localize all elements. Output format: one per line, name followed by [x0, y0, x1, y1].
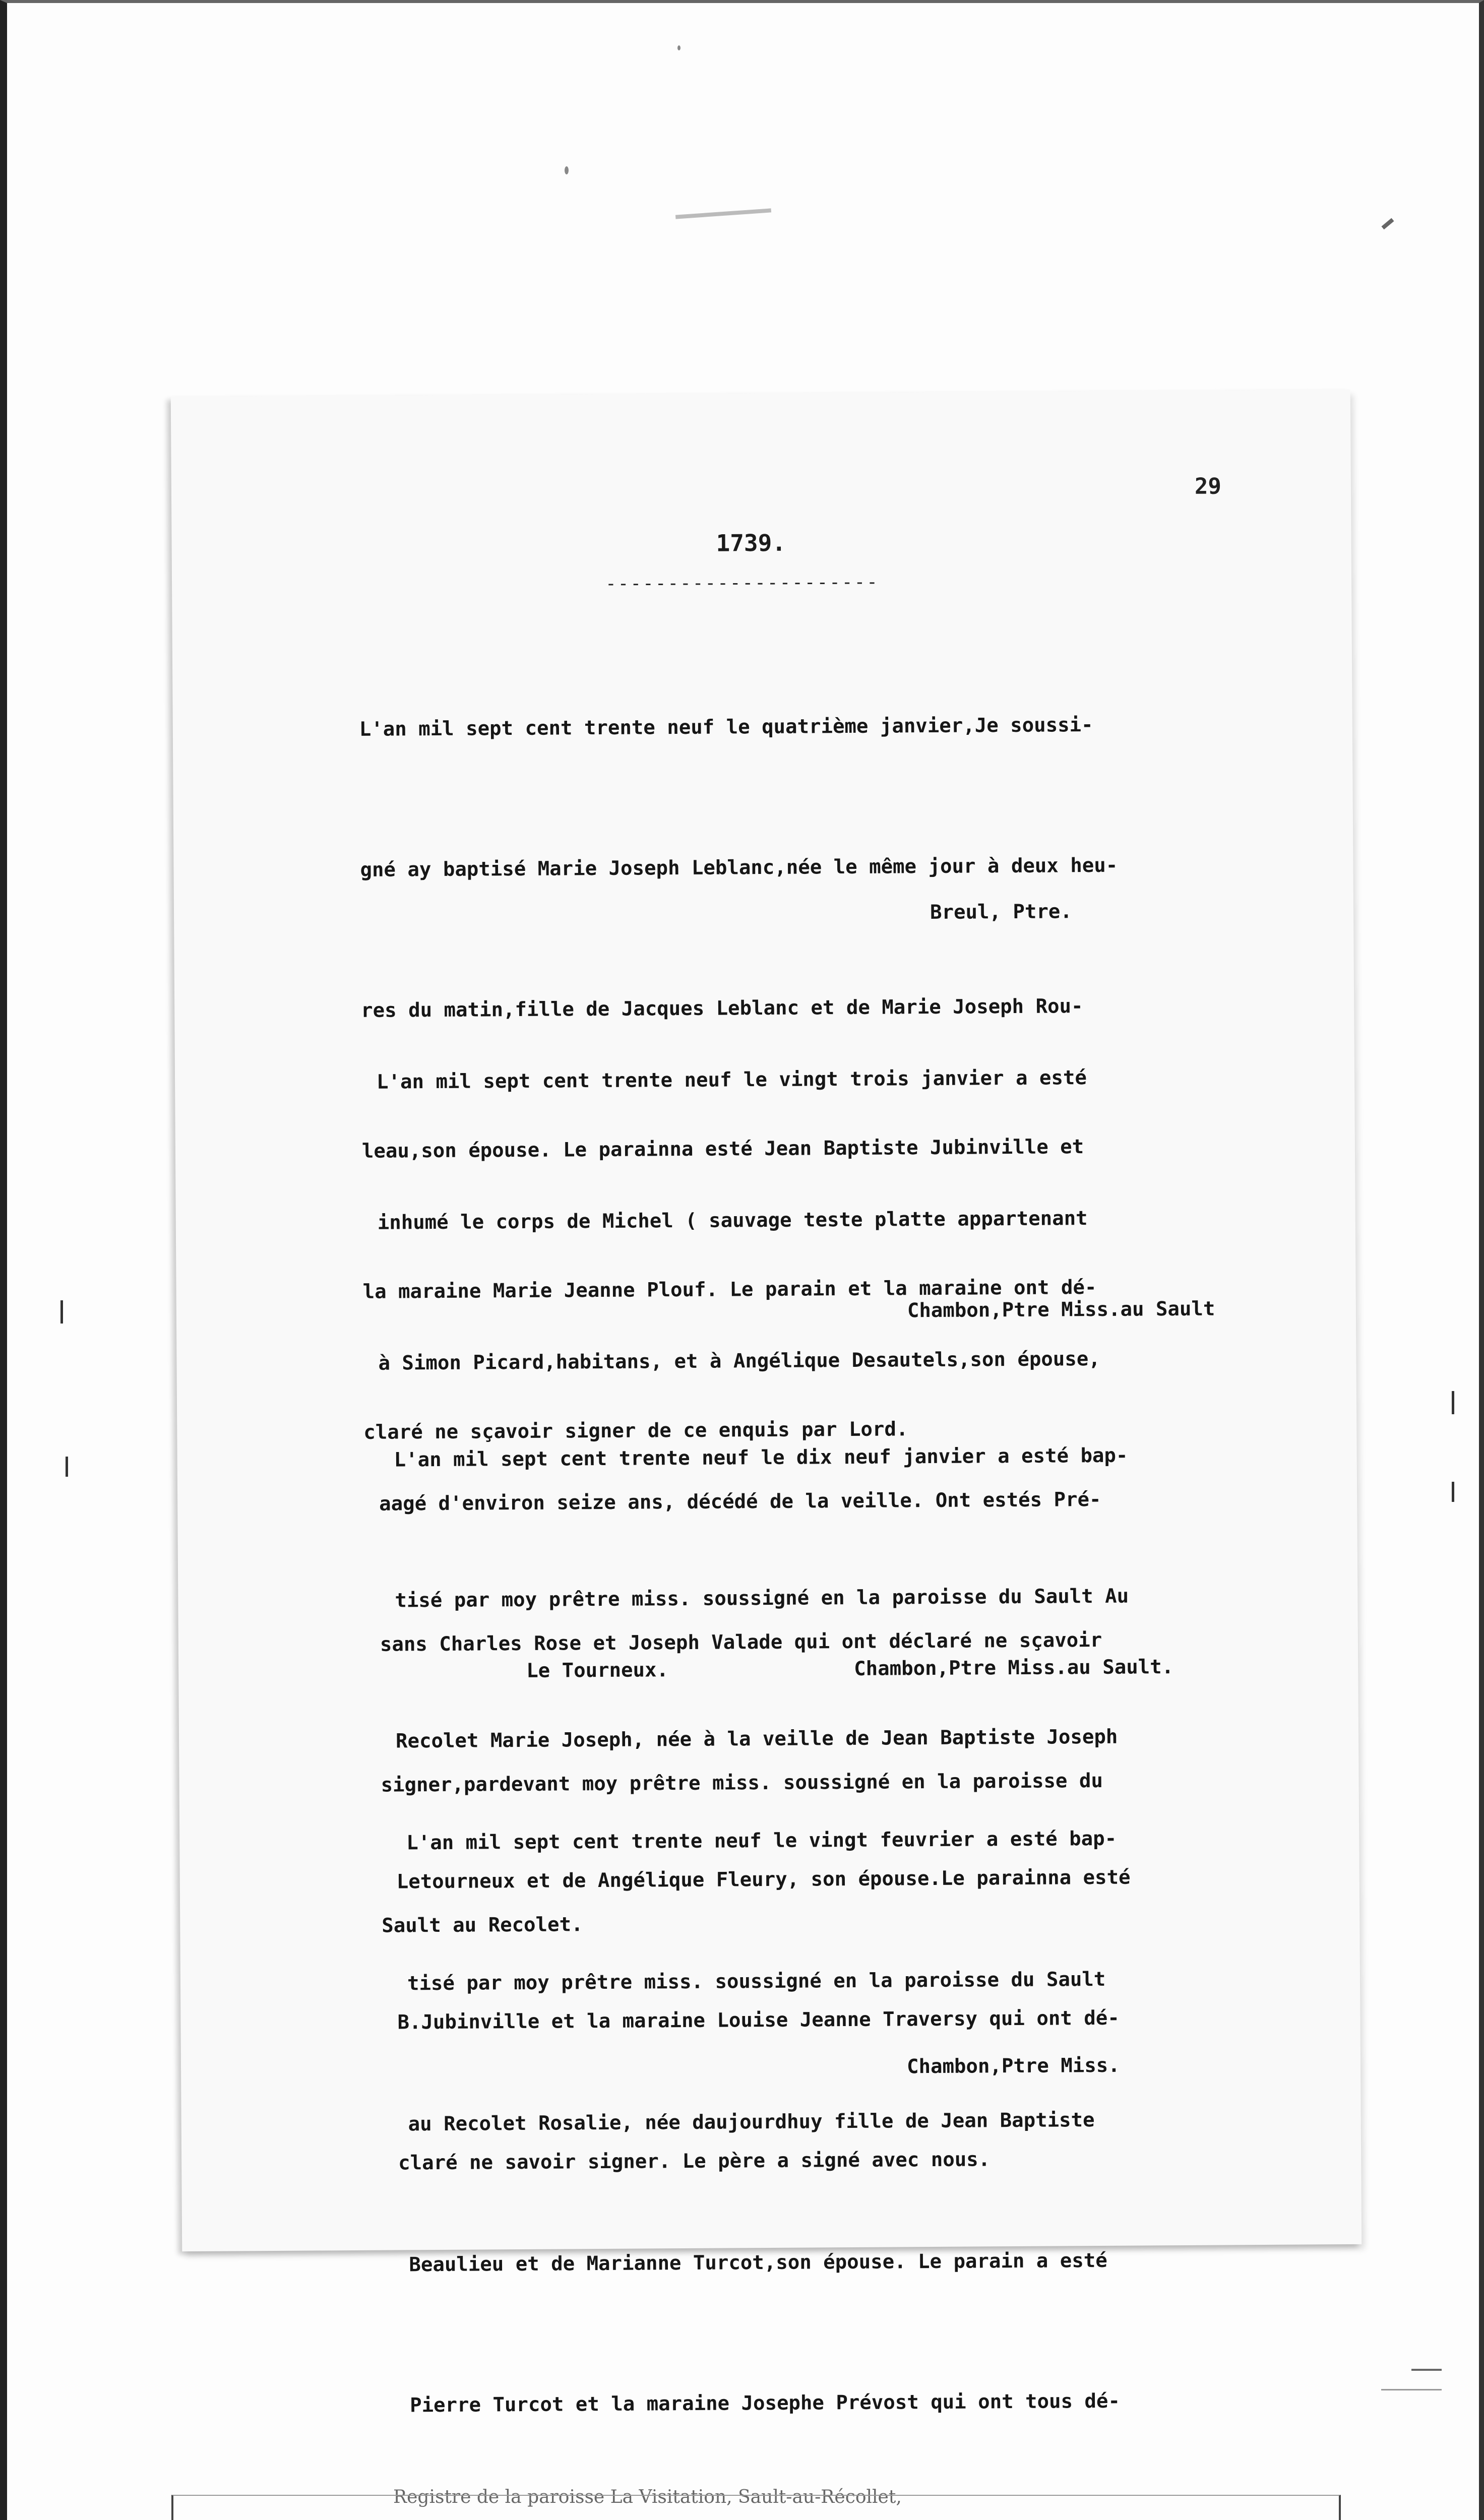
- entry-line: Recolet Marie Joseph, née à la veille de Jean Baptiste Joseph: [395, 1725, 1118, 1753]
- entry-line: à Simon Picard,habitans, et à Angélique Desautels,son épouse,: [378, 1347, 1100, 1375]
- entry-line: B.Jubinville et la maraine Louise Jeanne Traversy qui ont dé-: [397, 2006, 1120, 2034]
- entry-line: signer,pardevant moy prêtre miss. soussigné en la paroisse du: [381, 1769, 1103, 1797]
- signature-breul: Breul, Ptre.: [930, 900, 1072, 924]
- entry-line: L'an mil sept cent trente neuf le vingt feuvrier a esté bap-: [406, 1827, 1117, 1855]
- entry-line: sans Charles Rose et Joseph Valade qui ont déclaré ne sçavoir: [380, 1628, 1102, 1656]
- year-underline: ----------------------: [605, 572, 880, 594]
- scan-mark: [1452, 1482, 1454, 1502]
- scan-mark: [1381, 2389, 1442, 2390]
- entry-line: gné ay baptisé Marie Joseph Leblanc,née le même jour à deux heu-: [360, 854, 1118, 881]
- entry-line: tisé par moy prêtre miss. soussigné en la paroisse du Sault Au: [395, 1585, 1129, 1612]
- scan-speck: [565, 166, 569, 174]
- entry-line: inhumé le corps de Michel ( sauvage teste platte appartenant: [377, 1207, 1088, 1234]
- entry-line: L'an mil sept cent trente neuf le quatrième janvier,Je soussi-: [359, 714, 1093, 741]
- caption-line: Registre de la paroisse La Visitation, Sault-au-Récollet,: [393, 2487, 902, 2507]
- signature-chambon: Chambon,Ptre Miss.au Sault.: [854, 1656, 1174, 1680]
- signature-letourneux: Le Tourneux.: [526, 1659, 669, 1682]
- entry-line: Sault au Recolet.: [382, 1913, 583, 1937]
- entry-line: claré ne savoir signer. Le père a signé avec nous.: [398, 2148, 991, 2175]
- entry-line: la maraine Marie Jeanne Plouf. Le parain et la maraine ont dé-: [362, 1276, 1097, 1303]
- scan-speck: [677, 45, 681, 50]
- year-heading: 1739.: [716, 529, 786, 557]
- entry-line: L'an mil sept cent trente neuf le dix neuf janvier a esté bap-: [394, 1444, 1128, 1472]
- scan-mark: [66, 1457, 68, 1477]
- entry-line: Pierre Turcot et la maraine Josephe Prévost qui ont tous dé-: [410, 2389, 1121, 2417]
- entry-line: Letourneux et de Angélique Fleury, son épouse.Le parainna esté: [396, 1866, 1131, 1894]
- entry-line: L'an mil sept cent trente neuf le vingt trois janvier a esté: [376, 1066, 1087, 1094]
- entry-line: res du matin,fille de Jacques Leblanc et de Marie Joseph Rou-: [361, 995, 1083, 1022]
- scan-mark: [1411, 2369, 1442, 2371]
- scan-mark: [1452, 1391, 1454, 1414]
- signature-chambon: Chambon,Ptre Miss.: [906, 2054, 1120, 2078]
- entry-line: aagé d'environ seize ans, décédé de la veille. Ont estés Pré-: [379, 1488, 1101, 1516]
- entry-line: tisé par moy prêtre miss. soussigné en la paroisse du Sault: [407, 1968, 1106, 1995]
- entry-line: leau,son épouse. Le parainna esté Jean Baptiste Jubinville et: [361, 1136, 1084, 1163]
- entry-line: claré ne sçavoir signer de ce enquis par Lord.: [363, 1418, 908, 1444]
- entry-line: Beaulieu et de Marianne Turcot,son épouse. Le parain a esté: [409, 2249, 1107, 2277]
- register-page: [171, 390, 1362, 2417]
- signature-chambon: Chambon,Ptre Miss.au Sault: [907, 1297, 1215, 1322]
- register-entry-beaulieu: [406, 1720, 1329, 2520]
- scan-mark: [60, 1300, 63, 1324]
- page-number: 29: [1194, 473, 1222, 499]
- archive-stamp: [171, 2495, 1341, 2520]
- entry-line: au Recolet Rosalie, née daujourdhuy fille de Jean Baptiste: [408, 2109, 1095, 2136]
